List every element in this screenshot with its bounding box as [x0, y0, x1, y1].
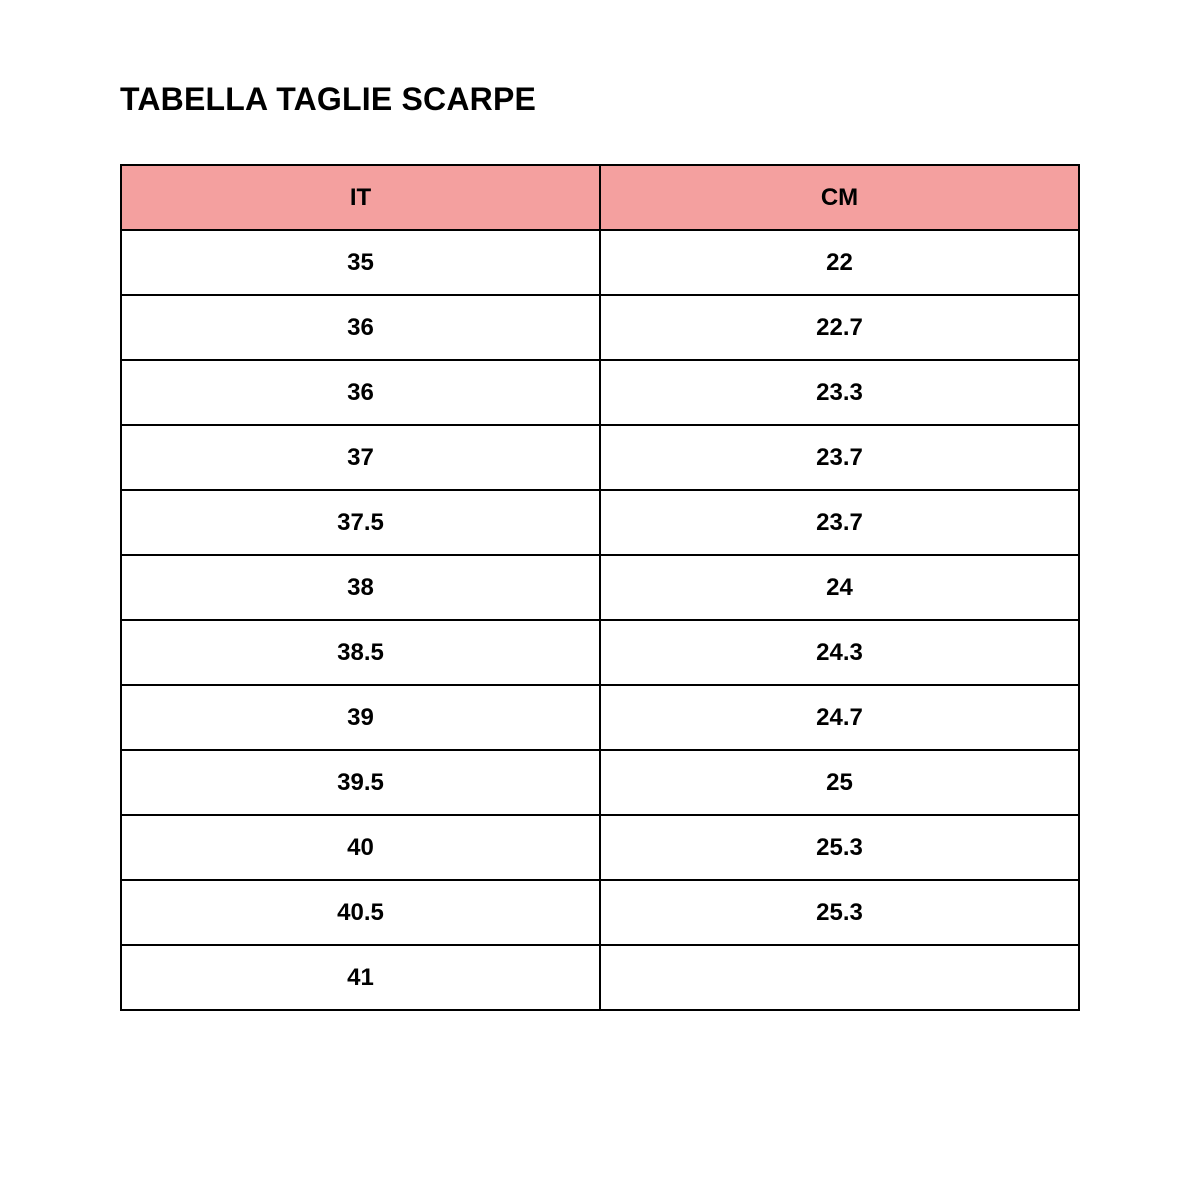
it-size-cell: 39 — [121, 685, 600, 750]
column-header-it: IT — [121, 165, 600, 230]
table-header-row — [121, 165, 1079, 230]
it-size-cell: 35 — [121, 230, 600, 295]
table-row — [121, 490, 1079, 555]
table-row — [121, 555, 1079, 620]
it-size-cell: 36 — [121, 295, 600, 360]
table-row — [121, 815, 1079, 880]
cm-length-cell: 24.7 — [600, 685, 1079, 750]
it-size-cell: 37 — [121, 425, 600, 490]
cm-length-cell: 25.3 — [600, 815, 1079, 880]
cm-length-cell: 22 — [600, 230, 1079, 295]
cm-length-cell: 24 — [600, 555, 1079, 620]
table-row — [121, 620, 1079, 685]
it-size-cell: 39.5 — [121, 750, 600, 815]
table-row — [121, 425, 1079, 490]
table-row — [121, 685, 1079, 750]
table-row — [121, 295, 1079, 360]
table-row — [121, 880, 1079, 945]
table-row — [121, 230, 1079, 295]
table-row — [121, 750, 1079, 815]
cm-length-cell: 23.7 — [600, 425, 1079, 490]
it-size-cell: 36 — [121, 360, 600, 425]
cm-length-cell: 23.3 — [600, 360, 1079, 425]
it-size-cell: 40.5 — [121, 880, 600, 945]
it-size-cell: 40 — [121, 815, 600, 880]
page-title: TABELLA TAGLIE SCARPE — [120, 81, 537, 117]
table-row — [121, 360, 1079, 425]
size-chart-table — [120, 164, 1080, 1011]
cm-length-cell: 25.3 — [600, 880, 1079, 945]
table-row — [121, 945, 1079, 1010]
cm-length-cell — [600, 945, 1079, 1010]
it-size-cell: 38 — [121, 555, 600, 620]
cm-length-cell: 22.7 — [600, 295, 1079, 360]
column-header-cm: CM — [600, 165, 1079, 230]
it-size-cell: 37.5 — [121, 490, 600, 555]
cm-length-cell: 24.3 — [600, 620, 1079, 685]
it-size-cell: 38.5 — [121, 620, 600, 685]
cm-length-cell: 23.7 — [600, 490, 1079, 555]
cm-length-cell: 25 — [600, 750, 1079, 815]
it-size-cell: 41 — [121, 945, 600, 1010]
